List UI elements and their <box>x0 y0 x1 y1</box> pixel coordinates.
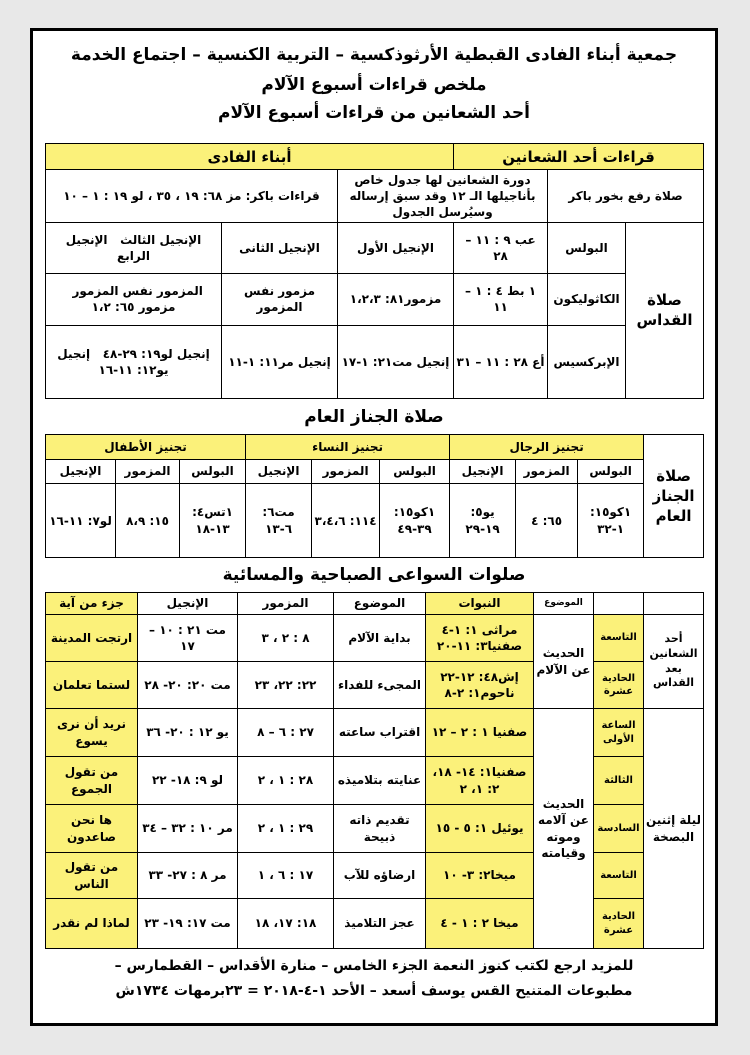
gospel-4: إنجيل يو١٢: ١١-١٦ <box>57 346 169 378</box>
row5-gospel: مر ١٠ : ٣٢ – ٣٤ <box>138 805 238 853</box>
row1-hour: التاسعة <box>594 615 644 662</box>
women-psalm-header: المزمور <box>312 459 380 484</box>
row4-gospel: لو ٩: ١٨- ٢٢ <box>138 757 238 805</box>
sunday-after-liturgy-label: أحد الشعانين بعد القداس <box>644 615 704 709</box>
row6-gospel: مر ٨ : ٢٧- ٣٣ <box>138 853 238 899</box>
gospel-3: إنجيل لو١٩: ٢٩-٤٨ <box>102 346 210 361</box>
hours-section-title: صلوات السواعى الصباحية والمسائية <box>222 565 526 585</box>
children-psalm-header: المزمور <box>116 459 180 484</box>
funeral-children-heading: تجنيز الأطفال <box>46 435 246 460</box>
pauline-label: البولس <box>548 222 626 273</box>
footer-publisher-date: مطبوعات المتنيح القس يوسف أسعد – الأحد ١-٤-٢٠١٨ = ٢٣برمهات ١٧٣٤ش <box>115 983 633 999</box>
gospel-3-4 <box>46 326 222 399</box>
hours-verse-header: جزء من آية <box>46 593 138 615</box>
men-psalm-header: المزمور <box>516 459 578 484</box>
hours-hour-header <box>594 593 644 615</box>
row2-psalm: ٢٢: ٢٢، ٢٣ <box>238 662 334 709</box>
children-gospel-header: الإنجيل <box>46 459 116 484</box>
men-gospel: يو٥: ١٩-٢٩ <box>450 484 516 558</box>
hours-table <box>45 592 704 949</box>
row7-prophecy: ميخا ٢ : ١ - ٤ <box>426 899 534 949</box>
row7-psalm: ١٨: ١٧، ١٨ <box>238 899 334 949</box>
gospel-2: إنجيل مر١١: ١-١١ <box>222 326 338 399</box>
catholicon-label: الكاثوليكون <box>548 273 626 326</box>
abnaa-elfady-heading: أبناء الفادى <box>46 144 454 170</box>
row3-topic: اقتراب ساعته <box>334 709 426 757</box>
funeral-men-heading: تجنيز الرجال <box>450 435 644 460</box>
row3-prophecy: صفنيا ١ : ٢ – ١٢ <box>426 709 534 757</box>
women-gospel-header: الإنجيل <box>246 459 312 484</box>
section-title-palm-sunday: أحد الشعانين من قراءات أسبوع الآلام <box>218 103 530 123</box>
row6-topic: ارضاؤه للآب <box>334 853 426 899</box>
funeral-section-title: صلاة الجناز العام <box>304 407 444 427</box>
row1-topic: بداية الآلام <box>334 615 426 662</box>
document-page <box>30 28 718 1026</box>
summary-title: ملخص قراءات أسبوع الآلام <box>261 75 487 95</box>
psalm-3-4 <box>46 273 222 326</box>
row1-prophecy: مراثى ١: ١-٤ صفنيا٣: ١١-٢٠ <box>426 615 534 662</box>
row4-verse: من تقول الجموع <box>46 757 138 805</box>
row4-topic: عنايته بتلاميذه <box>334 757 426 805</box>
funeral-women-heading: تجنيز النساء <box>246 435 450 460</box>
psalm-4: مزمور ٦٥: ١،٢ <box>91 300 176 315</box>
sunday-theme: الحديث عن الآلام <box>534 615 594 709</box>
hours-topic-header: الموضوع <box>334 593 426 615</box>
row2-gospel: مت ٢٠: ٢٠- ٢٨ <box>138 662 238 709</box>
gospel-header-1: الإنجيل الأول <box>338 222 454 273</box>
row4-psalm: ٢٨ : ١ ، ٢ <box>238 757 334 805</box>
incense-text: دورة الشعانين لها جدول خاص بأناجيلها الـ ١٢ وقد سبق إرساله وسيُرسل الجدول <box>338 170 548 223</box>
palm-readings-heading: قراءات أحد الشعانين <box>454 144 704 170</box>
women-pauline-header: البولس <box>380 459 450 484</box>
children-pauline-header: البولس <box>180 459 246 484</box>
children-pauline: ١تس٤: ١٣-١٨ <box>180 484 246 558</box>
funeral-row-label: صلاة الجناز العام <box>644 435 704 558</box>
men-gospel-header: الإنجيل <box>450 459 516 484</box>
row5-verse: ها نحن صاعدون <box>46 805 138 853</box>
row3-gospel: يو ١٢ : ٢٠- ٣٦ <box>138 709 238 757</box>
monday-theme: الحديث عن آلامه وموته وقيامته <box>534 709 594 949</box>
matins-text: قراءات باكر: مز ٦٨: ١٩ ، ٣٥ ، لو ١٩ : ١ – ١٠ <box>46 170 338 223</box>
gospel-header-2: الإنجيل الثانى <box>222 222 338 273</box>
row2-prophecy: إش٤٨: ١٢-٢٢ ناحوم١: ٢-٨ <box>426 662 534 709</box>
footer-references: للمزيد ارجع لكتب كنوز النعمة الجزء الخامس – منارة الأقداس – القطمارس – <box>114 958 634 974</box>
row3-verse: نريد أن نرى يسوع <box>46 709 138 757</box>
children-gospel: لو٧: ١١-١٦ <box>46 484 116 558</box>
row6-psalm: ١٧ : ٦ ، ١ <box>238 853 334 899</box>
row7-verse: لماذا لم نقدر <box>46 899 138 949</box>
men-psalm: ٦٥: ٤ <box>516 484 578 558</box>
psalm-3: المزمور نفس المزمور <box>72 284 203 299</box>
row7-gospel: مت ١٧: ١٩- ٢٣ <box>138 899 238 949</box>
men-pauline-header: البولس <box>578 459 644 484</box>
incense-label: صلاة رفع بخور باكر <box>548 170 704 223</box>
praxis-ref: أع ٢٨ : ١١ – ٣١ <box>454 326 548 399</box>
hours-prophecy-header: النبوات <box>426 593 534 615</box>
women-pauline: ١كو١٥: ٣٩-٤٩ <box>380 484 450 558</box>
row1-gospel: مت ٢١ : ١٠ – ١٧ <box>138 615 238 662</box>
hours-theme-header: الموضوع <box>534 593 594 615</box>
row6-verse: من تقول الناس <box>46 853 138 899</box>
praxis-label: الإبركسيس <box>548 326 626 399</box>
funeral-table <box>45 434 704 558</box>
gospel-header-3: الإنجيل الثالث <box>120 232 202 247</box>
row6-hour: التاسعة <box>594 853 644 899</box>
row5-hour: السادسة <box>594 805 644 853</box>
row5-topic: تقديم ذاته ذبيحة <box>334 805 426 853</box>
gospel-header-3-4 <box>46 222 222 273</box>
row5-prophecy: يوئيل ١: ٥ - ١٥ <box>426 805 534 853</box>
row1-verse: ارتجت المدينة <box>46 615 138 662</box>
row4-prophecy: صفنيا١: ١٤- ١٨، ٢: ١، ٢ <box>426 757 534 805</box>
row4-hour: الثالثة <box>594 757 644 805</box>
hours-gospel-header: الإنجيل <box>138 593 238 615</box>
hours-corner-cell <box>644 593 704 615</box>
row3-hour: الساعة الأولى <box>594 709 644 757</box>
row2-verse: لستما تعلمان <box>46 662 138 709</box>
row6-prophecy: ميخا٢: ٣- ١٠ <box>426 853 534 899</box>
gospel-1: إنجيل مت٢١: ١-١٧ <box>338 326 454 399</box>
psalm-1: مزمور٨١: ١،٢،٣ <box>338 273 454 326</box>
pauline-ref: عب ٩ : ١١ – ٢٨ <box>454 222 548 273</box>
women-gospel: مت٦: ٦-١٣ <box>246 484 312 558</box>
palm-sunday-table <box>45 143 704 399</box>
row2-topic: المجىء للفداء <box>334 662 426 709</box>
hours-psalm-header: المزمور <box>238 593 334 615</box>
row7-topic: عجز التلاميذ <box>334 899 426 949</box>
association-title: جمعية أبناء الفادى القبطية الأرثوذكسية – التربية الكنسية – اجتماع الخدمة <box>70 45 678 65</box>
monday-eve-label: ليلة إثنين البصخة <box>644 709 704 949</box>
men-pauline: ١كو١٥: ١-٣٢ <box>578 484 644 558</box>
children-psalm: ١٥: ٨،٩ <box>116 484 180 558</box>
row3-psalm: ٢٧ : ٦ – ٨ <box>238 709 334 757</box>
catholicon-ref: ١ بط ٤ : ١ – ١١ <box>454 273 548 326</box>
row2-hour: الحادية عشرة <box>594 662 644 709</box>
row5-psalm: ٢٩ : ١ ، ٢ <box>238 805 334 853</box>
liturgy-label: صلاة القداس <box>626 222 704 398</box>
row1-psalm: ٨ : ٢ ، ٣ <box>238 615 334 662</box>
women-psalm: ١١٤: ٣،٤،٦ <box>312 484 380 558</box>
psalm-2: مزمور نفس المزمور <box>222 273 338 326</box>
gospel-header-4: الإنجيل الرابع <box>65 232 150 263</box>
row7-hour: الحادية عشرة <box>594 899 644 949</box>
